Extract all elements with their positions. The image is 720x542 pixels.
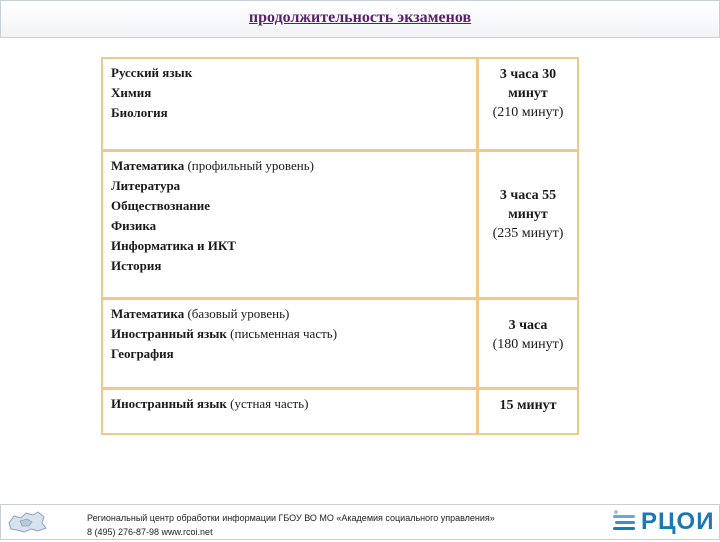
subject-item: Математика (базовый уровень) bbox=[111, 306, 290, 321]
subject-item: Физика bbox=[111, 218, 157, 233]
subject-item: Иностранный язык (устная часть) bbox=[111, 396, 309, 411]
subject-list bbox=[111, 156, 471, 276]
subject-item: Обществознание bbox=[111, 198, 211, 213]
duration-cell: 15 минут bbox=[499, 398, 557, 413]
table-row bbox=[103, 297, 577, 387]
table-row bbox=[103, 149, 577, 297]
subject-item: Литература bbox=[111, 178, 181, 193]
duration-cell: 3 часа 55 минут (235 минут) bbox=[492, 188, 564, 241]
title-bar bbox=[0, 0, 720, 38]
subject-list bbox=[111, 304, 471, 364]
subject-item: Химия bbox=[111, 85, 152, 100]
subject-item: Русский язык bbox=[111, 65, 193, 80]
footer bbox=[0, 504, 720, 540]
subject-item: Математика (профильный уровень) bbox=[111, 158, 314, 173]
subject-item: История bbox=[111, 258, 162, 273]
table-row bbox=[103, 387, 577, 433]
duration-cell: 3 часа (180 минут) bbox=[492, 318, 564, 352]
logo-text: РЦОИ bbox=[641, 508, 715, 535]
footer-contacts: 8 (495) 276-87-98 www.rcoi.net bbox=[87, 527, 213, 537]
logo-icon bbox=[611, 509, 639, 537]
region-map-icon bbox=[5, 509, 49, 535]
subject-item: Информатика и ИКТ bbox=[111, 238, 236, 253]
page-title: продолжительность экзаменов bbox=[248, 9, 472, 26]
rcoi-logo bbox=[611, 509, 717, 537]
duration-cell: 3 часа 30 минут (210 минут) bbox=[492, 67, 564, 120]
table-row bbox=[103, 59, 577, 149]
subject-item: География bbox=[111, 346, 174, 361]
subject-item: Биология bbox=[111, 105, 168, 120]
subject-list bbox=[111, 394, 471, 414]
footer-org: Региональный центр обработки информации ГБОУ ВО МО «Академия социального управления» bbox=[87, 513, 495, 523]
footer-info bbox=[87, 511, 495, 539]
exam-duration-table bbox=[101, 57, 579, 435]
subject-item: Иностранный язык (письменная часть) bbox=[111, 326, 338, 341]
subject-list bbox=[111, 63, 471, 123]
